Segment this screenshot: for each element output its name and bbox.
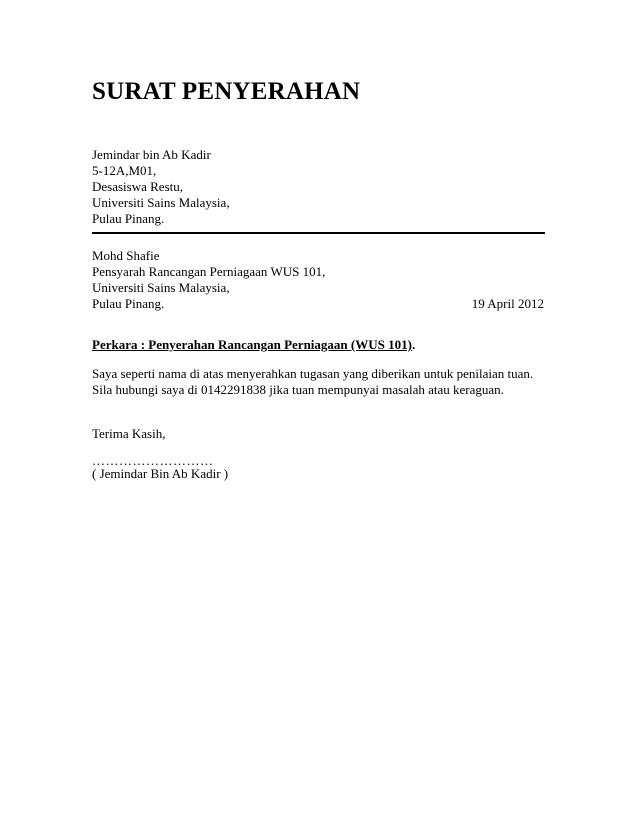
- recipient-address-line: Universiti Sains Malaysia,: [92, 280, 230, 295]
- letter-title: SURAT PENYERAHAN: [92, 78, 361, 105]
- signature-line: ………………………: [92, 453, 214, 468]
- recipient-address: [92, 248, 325, 312]
- recipient-address-line: Pulau Pinang.: [92, 296, 165, 311]
- sender-address-line: 5-12A,M01,: [92, 163, 157, 178]
- letter-date: 19 April 2012: [471, 296, 544, 311]
- sender-name: Jemindar bin Ab Kadir: [92, 147, 211, 162]
- sender-address-line: Pulau Pinang.: [92, 211, 165, 226]
- sender-address-line: Universiti Sains Malaysia,: [92, 195, 230, 210]
- recipient-name: Mohd Shafie: [92, 248, 160, 263]
- letter-body: Saya seperti nama di atas menyerahkan tugasan yang diberikan untuk penilaian tuan. Sila hubungi saya di 0142291838 jika tuan mempunyai masalah atau keraguan.: [92, 366, 534, 397]
- letter-closing: Terima Kasih,: [92, 426, 166, 441]
- signature-name: ( Jemindar Bin Ab Kadir ): [92, 466, 229, 481]
- horizontal-divider: [92, 232, 545, 234]
- recipient-address-line: Pensyarah Rancangan Perniagaan WUS 101,: [92, 264, 326, 279]
- sender-address-line: Desasiswa Restu,: [92, 179, 183, 194]
- letter-subject: [92, 337, 415, 353]
- subject-period: .: [411, 337, 416, 352]
- sender-address: [92, 147, 230, 227]
- subject-text: Perkara : Penyerahan Rancangan Perniagaan (WUS 101): [92, 337, 412, 352]
